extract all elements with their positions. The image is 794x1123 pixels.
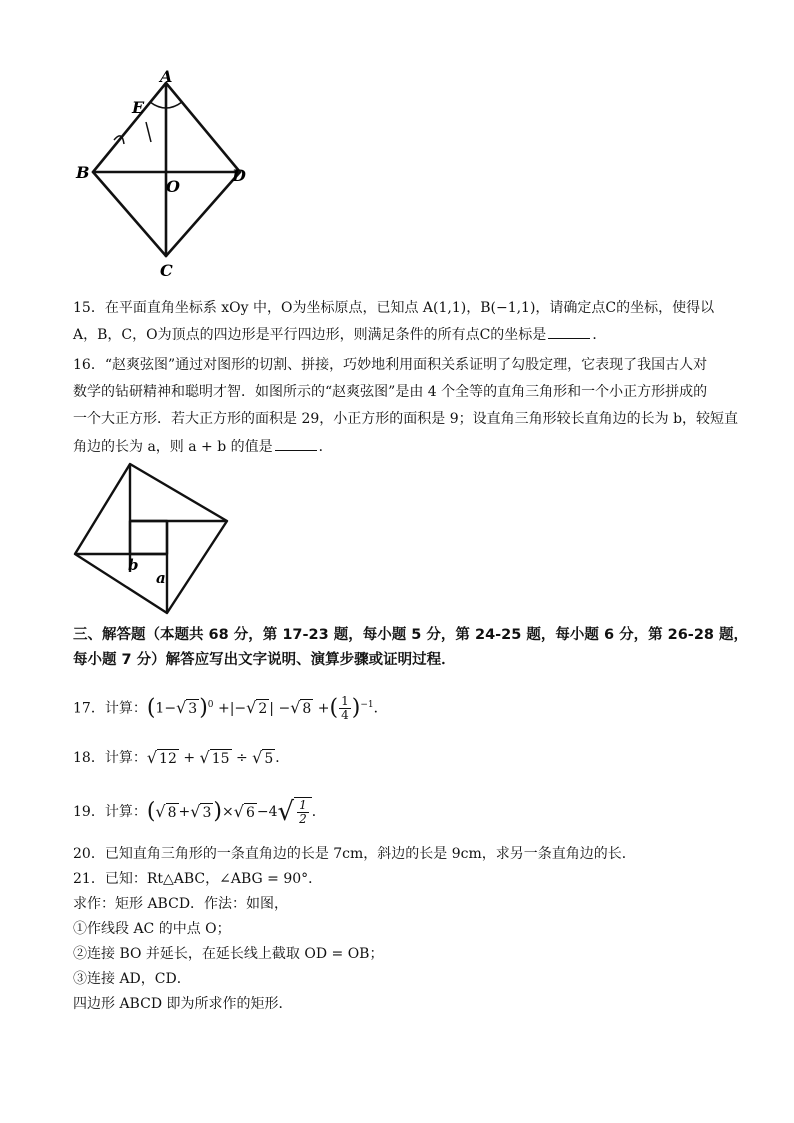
paren-close-2: ) (351, 695, 361, 721)
q17 (73, 692, 388, 722)
q18-div: ÷ (235, 750, 248, 766)
frac-den: 4 (341, 708, 349, 723)
paren-close: ) (199, 695, 208, 721)
sqrt-8: √ 8 (155, 801, 177, 821)
abs-close: | (269, 700, 274, 717)
frac-num: 1 (341, 694, 349, 709)
q17-one: 1− (155, 700, 177, 717)
rhombus-svg (70, 66, 260, 284)
frac-num: 1 (299, 798, 307, 812)
section3-line1: 三、解答题（本题共 68 分，第 17-23 题，每小题 5 分，第 24-25 题，每小题 6 分，第 26-28 题， (73, 627, 749, 643)
q17-three: 3 (188, 701, 198, 718)
fraction-1-2 (297, 799, 309, 826)
q18-end: ． (275, 750, 290, 766)
frac-den: 2 (299, 812, 307, 826)
q18 (73, 748, 289, 768)
q16-line3: 一个大正方形．若大正方形的面积是 29，小正方形的面积是 9；设直角三角形较长直角边的长为 b，较短直 (73, 411, 739, 427)
answer-blank (548, 324, 590, 339)
label-c: C (160, 261, 173, 280)
rhombus-figure (70, 66, 260, 284)
outer-square (75, 464, 227, 613)
sqrt-2: √ 2 (246, 698, 268, 718)
q17-minus2: − (234, 700, 247, 717)
fraction-1-4 (339, 695, 351, 722)
answer-blank (275, 436, 317, 451)
sqrt-15: √ 15 (199, 747, 230, 767)
q19-end: ． (311, 804, 326, 820)
label-b: B (76, 163, 90, 182)
q17-exp-neg1: −1 (360, 700, 374, 710)
abs-open: | (229, 700, 235, 717)
q15-line2-text: A，B，C，O为顶点的四边形是平行四边形，则满足条件的所有点C的坐标是 (73, 327, 547, 343)
label-a-side: a (156, 569, 166, 587)
q19-a: 8 (167, 804, 177, 821)
q17-exp0: 0 (207, 700, 214, 710)
fold-mark (146, 122, 151, 142)
q17-minus3: − (278, 700, 291, 717)
label-a: A (160, 67, 173, 86)
q19-times: × (222, 804, 234, 820)
q17-eight: 8 (302, 701, 312, 718)
label-o: O (166, 177, 180, 196)
q16-line4 (73, 436, 333, 457)
q17-end: ． (373, 700, 388, 717)
q16-line2: 数学的钻研精神和聪明才智．如图所示的“赵爽弦图”是由 4 个全等的直角三角形和一个小正方形拼成的 (73, 384, 708, 400)
q21-line4: ②连接 BO 并延长，在延长线上截取 OD = OB； (73, 946, 384, 962)
q17-two: 2 (258, 701, 268, 718)
sqrt-3: √ 3 (176, 698, 198, 718)
paren-open: ( (146, 695, 156, 721)
label-e: E (132, 98, 145, 117)
q17-prefix: 17．计算： (73, 700, 147, 717)
section3-line2: 每小题 7 分）解答应写出文字说明、演算步骤或证明过程． (73, 652, 456, 668)
sqrt-6: √ 6 (233, 801, 255, 821)
sqrt-12: √ 12 (146, 747, 177, 767)
q19-minus: −4 (256, 804, 278, 820)
q16-line1: 16．“赵爽弦图”通过对图形的切割、拼接，巧妙地利用面积关系证明了勾股定理，它表现了我国古人对 (73, 357, 708, 373)
q17-plus1: + (217, 700, 230, 717)
q19-c: 6 (245, 804, 255, 821)
q16-line4-end: ． (318, 439, 333, 455)
q18-prefix: 18．计算： (73, 750, 147, 766)
paren-open: ( (146, 799, 156, 824)
paren-close: ) (213, 799, 222, 824)
q15-line2-end: ． (592, 327, 607, 343)
sqrt-8: √ 8 (290, 698, 312, 718)
q21-line3: ①作线段 AC 的中点 O； (73, 921, 231, 937)
q17-plus2: + (317, 700, 330, 717)
q18-plus: + (183, 750, 196, 766)
q21-line5: ③连接 AD，CD． (73, 971, 191, 987)
q19-b: 3 (202, 804, 212, 821)
sqrt-5: √ 5 (252, 747, 274, 767)
q15-line2 (73, 324, 606, 345)
q18-b: 15 (211, 750, 230, 767)
q21-line6: 四边形 ABCD 即为所求作的矩形． (73, 996, 293, 1012)
q19 (73, 797, 326, 827)
q18-c: 5 (264, 750, 274, 767)
zhao-shuang-figure (70, 458, 235, 618)
q18-a: 12 (159, 750, 177, 767)
q16-line4-text: 角边的长为 a，则 a + b 的值是 (73, 439, 273, 455)
sqrt-3: √ 3 (190, 801, 212, 821)
q19-plus: + (178, 804, 191, 820)
q21-line1: 21．已知：Rt△ABC，∠ABG = 90°． (73, 871, 323, 887)
q21-line2: 求作：矩形 ABCD．作法：如图， (73, 896, 289, 912)
paren-open-2: ( (329, 695, 339, 721)
q19-prefix: 19．计算： (73, 804, 147, 820)
label-d: D (232, 166, 246, 185)
zhao-shuang-svg (70, 458, 235, 618)
q15-line1: 15．在平面直角坐标系 xOy 中，O为坐标原点，已知点 A(1,1)，B(−1,1)，请确定点C的坐标，使得以 (73, 300, 715, 316)
q20: 20．已知直角三角形的一条直角边的长是 7cm，斜边的长是 9cm，求另一条直角边的长． (73, 846, 636, 862)
sqrt-half: √ $\frac{1}{2}$ (278, 797, 312, 827)
label-b-side: b (128, 556, 139, 574)
small-square (130, 521, 167, 554)
